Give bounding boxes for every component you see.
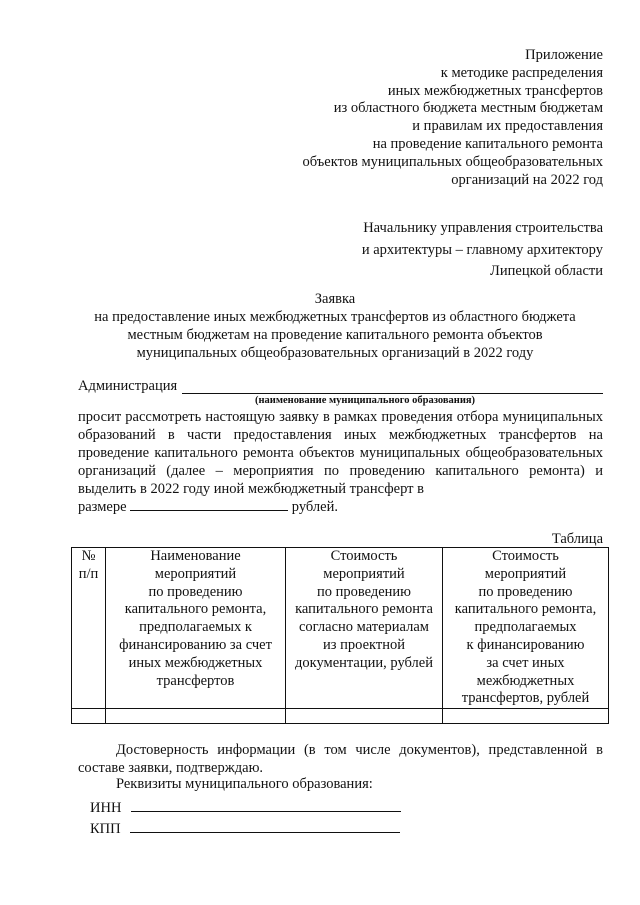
size-suffix: рублей.: [291, 499, 338, 515]
addressee-line: Липецкой области: [490, 263, 603, 279]
inn-row: [90, 799, 401, 817]
appendix-line: и правилам их предоставления: [412, 118, 603, 135]
appendix-line: иных межбюджетных трансфертов: [387, 82, 603, 99]
title-heading: Заявка: [314, 291, 356, 307]
table-cell[interactable]: [286, 709, 443, 724]
appendix-block: [303, 47, 603, 189]
administration-label: Администрация: [78, 378, 178, 394]
table-cell[interactable]: [443, 709, 609, 724]
application-title: [70, 290, 600, 362]
table-label: Таблица: [551, 531, 603, 547]
administration-name-field[interactable]: [182, 393, 603, 394]
administration-note: (наименование муниципального образования): [255, 395, 476, 406]
kpp-row: [90, 820, 400, 838]
table-cell[interactable]: [72, 709, 106, 724]
title-line: местным бюджетам на проведение капитального ремонта объектов: [127, 327, 543, 343]
inn-label: ИНН: [90, 800, 122, 816]
appendix-line: организаций на 2022 год: [451, 171, 603, 188]
header-cell-project-cost: Стоимость мероприятий по проведению капитального ремонта согласно материалам из проектной документации, рублей: [286, 548, 443, 709]
inn-field[interactable]: [131, 799, 401, 812]
header-cell-name: Наименование мероприятий по проведению капитального ремонта, предполагаемых к финансированию за счет иных межбюджетных трансфертов: [106, 548, 286, 709]
title-line: на предоставление иных межбюджетных трансфертов из областного бюджета: [94, 309, 576, 325]
size-prefix: размере: [78, 499, 127, 515]
title-line: муниципальных общеобразовательных организаций в 2022 году: [136, 345, 534, 361]
addressee-block: [362, 218, 603, 283]
measures-table: [71, 547, 609, 724]
appendix-line: объектов муниципальных общеобразовательных: [302, 153, 603, 170]
request-body: [78, 408, 603, 516]
administration-row: [78, 378, 603, 396]
header-cell-number: № п/п: [72, 548, 106, 709]
appendix-line: на проведение капитального ремонта: [372, 135, 603, 152]
requisites-title: Реквизиты муниципального образования:: [116, 776, 373, 792]
table-cell[interactable]: [106, 709, 286, 724]
addressee-line: Начальнику управления строительства: [363, 220, 603, 236]
kpp-label: КПП: [90, 821, 121, 837]
appendix-line: к методике распределения: [440, 64, 603, 81]
transfer-size-line: [78, 498, 603, 516]
kpp-field[interactable]: [130, 820, 400, 833]
request-text: просит рассмотреть настоящую заявку в рамках проведения отбора муниципальных образований в части предоставления иных межбюджетных трансфертов на проведение капитального ремонта объектов муниципальных общеобразовательных организаций (далее – мероприятия по проведению капитального ремонта) и выделить в 2022 году иной межбюджетный трансферт в: [78, 409, 603, 497]
appendix-line: Приложение: [525, 47, 603, 63]
confirmation-text: Достоверность информации (в том числе документов), представленной в составе заявки, подтверждаю.: [78, 742, 603, 776]
table-row: [72, 709, 609, 724]
addressee-line: и архитектуры – главному архитектору: [361, 241, 603, 258]
appendix-line: из областного бюджета местным бюджетам: [333, 100, 603, 117]
table-header-row: [72, 548, 609, 709]
header-cell-funded-cost: Стоимость мероприятий по проведению капитального ремонта, предполагаемых к финансированию за счет иных межбюджетных трансфертов, рублей: [443, 548, 609, 709]
transfer-amount-field[interactable]: [130, 498, 288, 511]
